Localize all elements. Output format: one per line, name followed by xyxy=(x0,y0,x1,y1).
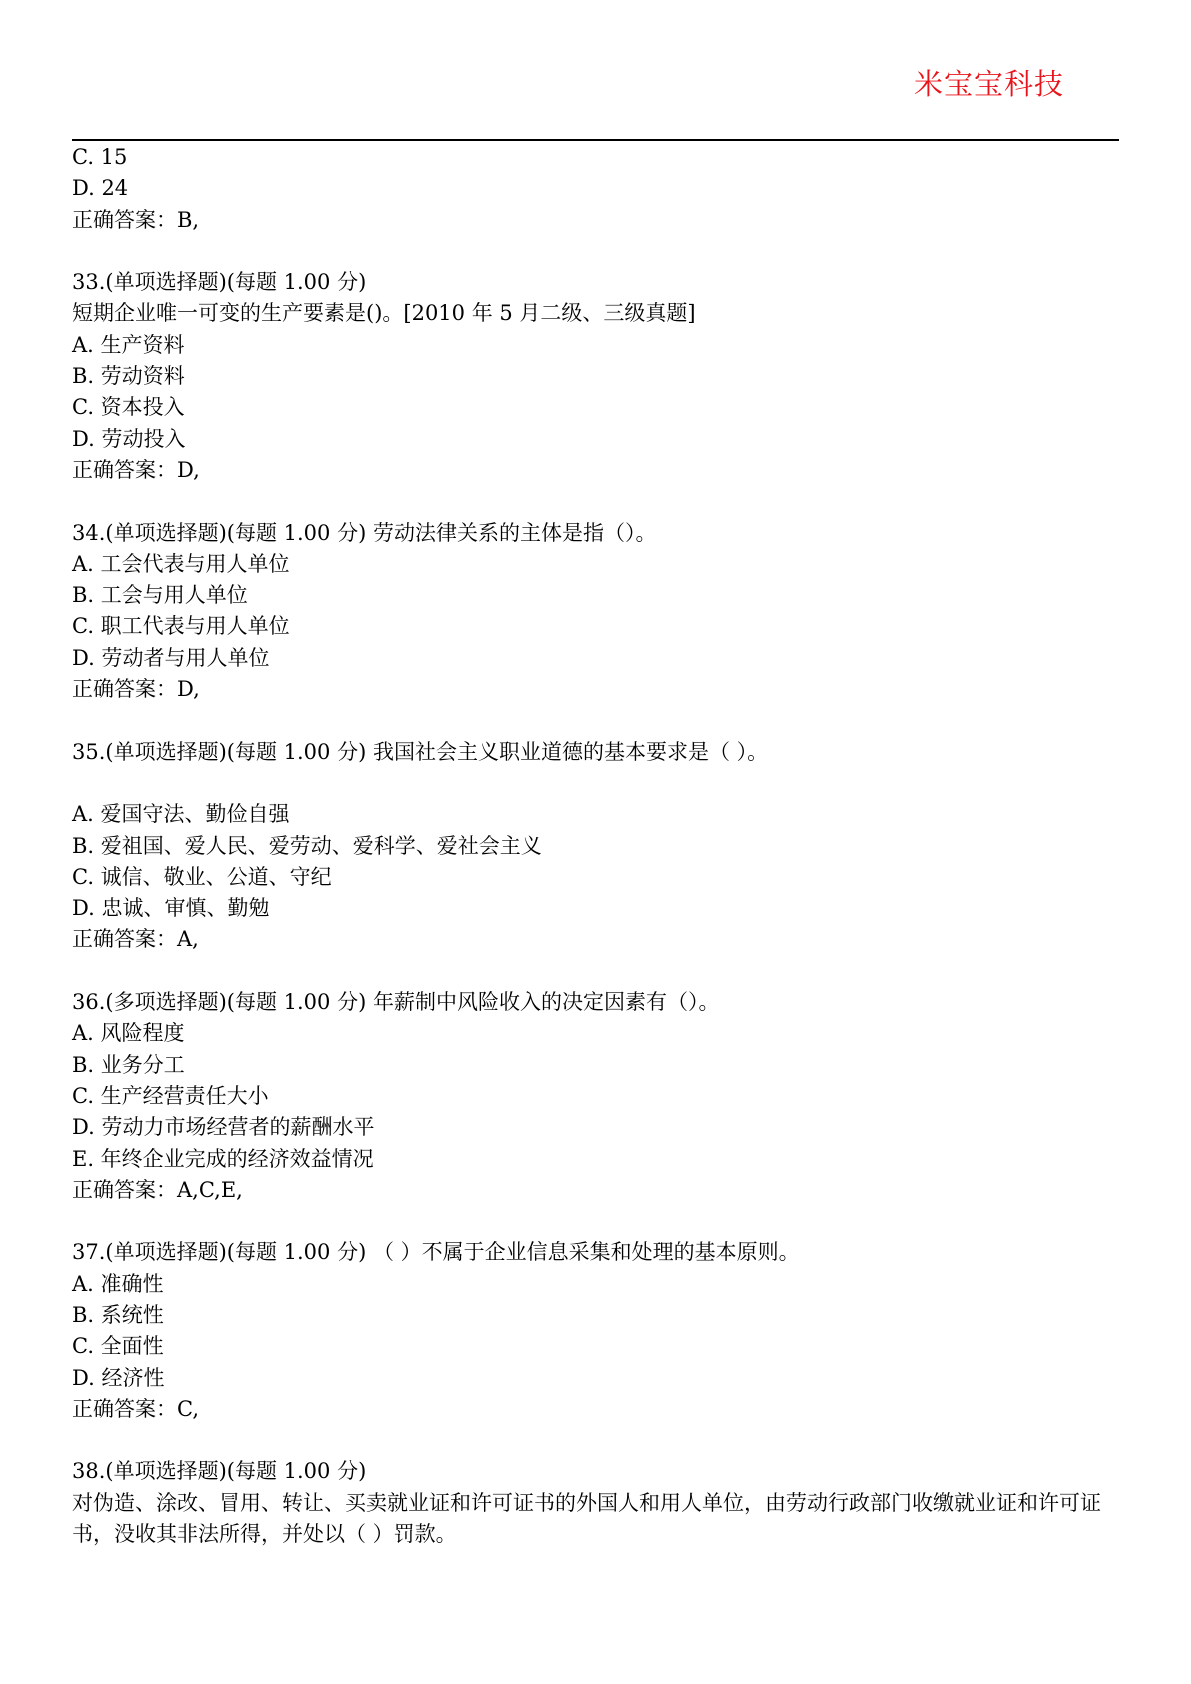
answer-option: B. 爱祖国、爱人民、爱劳动、爱科学、爱社会主义 xyxy=(72,833,542,858)
correct-answer: 正确答案：C, xyxy=(72,1396,199,1421)
answer-option: C. 职工代表与用人单位 xyxy=(72,614,290,639)
question-header: 35.(单项选择题)(每题 1.00 分) 我国社会主义职业道德的基本要求是（ ）。 xyxy=(72,739,769,764)
correct-answer: 正确答案：A,C,E, xyxy=(72,1177,243,1202)
answer-option: B. 业务分工 xyxy=(72,1052,185,1077)
answer-option: B. 劳动资料 xyxy=(72,364,185,389)
answer-option: D. 经济性 xyxy=(72,1365,165,1390)
answer-option: A. 风险程度 xyxy=(72,1021,185,1046)
answer-option: C. 诚信、敬业、公道、守纪 xyxy=(72,864,332,889)
answer-option: D. 劳动力市场经营者的薪酬水平 xyxy=(72,1115,375,1140)
question-header: 34.(单项选择题)(每题 1.00 分) 劳动法律关系的主体是指（）。 xyxy=(72,520,657,545)
header-rule xyxy=(72,139,1119,141)
answer-option: C. 资本投入 xyxy=(72,395,185,420)
answer-option: C. 生产经营责任大小 xyxy=(72,1083,269,1108)
blank-line xyxy=(72,705,1122,736)
correct-answer: 正确答案：B, xyxy=(72,207,200,232)
question-header: 33.(单项选择题)(每题 1.00 分) xyxy=(72,270,367,295)
answer-option: B. 系统性 xyxy=(72,1302,164,1327)
answer-option: D. 劳动投入 xyxy=(72,426,186,451)
question-header: 37.(单项选择题)(每题 1.00 分) （ ）不属于企业信息采集和处理的基本原则。 xyxy=(72,1240,800,1265)
answer-option: B. 工会与用人单位 xyxy=(72,583,248,608)
correct-answer: 正确答案：D, xyxy=(72,677,200,702)
answer-option: C. 15 xyxy=(72,145,128,169)
question-stem: 对伪造、涂改、冒用、转让、买卖就业证和许可证书的外国人和用人单位，由劳动行政部门收缴就业证和许可证书，没收其非法所得，并处以（ ）罚款。 xyxy=(72,1490,1101,1547)
answer-option: C. 全面性 xyxy=(72,1334,164,1359)
blank-line xyxy=(72,1206,1122,1237)
answer-option: D. 24 xyxy=(72,176,129,201)
blank-line xyxy=(72,1425,1122,1456)
answer-option: A. 准确性 xyxy=(72,1271,164,1296)
answer-option: D. 劳动者与用人单位 xyxy=(72,645,270,670)
answer-option: A. 生产资料 xyxy=(72,332,185,357)
question-stem: 短期企业唯一可变的生产要素是()。[2010 年 5 月二级、三级真题] xyxy=(72,301,696,326)
answer-option: E. 年终企业完成的经济效益情况 xyxy=(72,1146,374,1171)
answer-option: A. 爱国守法、勤俭自强 xyxy=(72,802,290,827)
blank-line xyxy=(72,768,1122,799)
correct-answer: 正确答案：A, xyxy=(72,927,199,952)
answer-option: D. 忠诚、审慎、勤勉 xyxy=(72,896,270,921)
correct-answer: 正确答案：D, xyxy=(72,457,200,482)
blank-line xyxy=(72,236,1122,267)
question-header: 38.(单项选择题)(每题 1.00 分) xyxy=(72,1459,367,1484)
question-header: 36.(多项选择题)(每题 1.00 分) 年薪制中风险收入的决定因素有（）。 xyxy=(72,990,720,1015)
blank-line xyxy=(72,956,1122,987)
blank-line xyxy=(72,486,1122,517)
answer-option: A. 工会代表与用人单位 xyxy=(72,551,290,576)
brand-header: 米宝宝科技 xyxy=(913,67,1064,101)
document-body xyxy=(72,142,1122,1550)
